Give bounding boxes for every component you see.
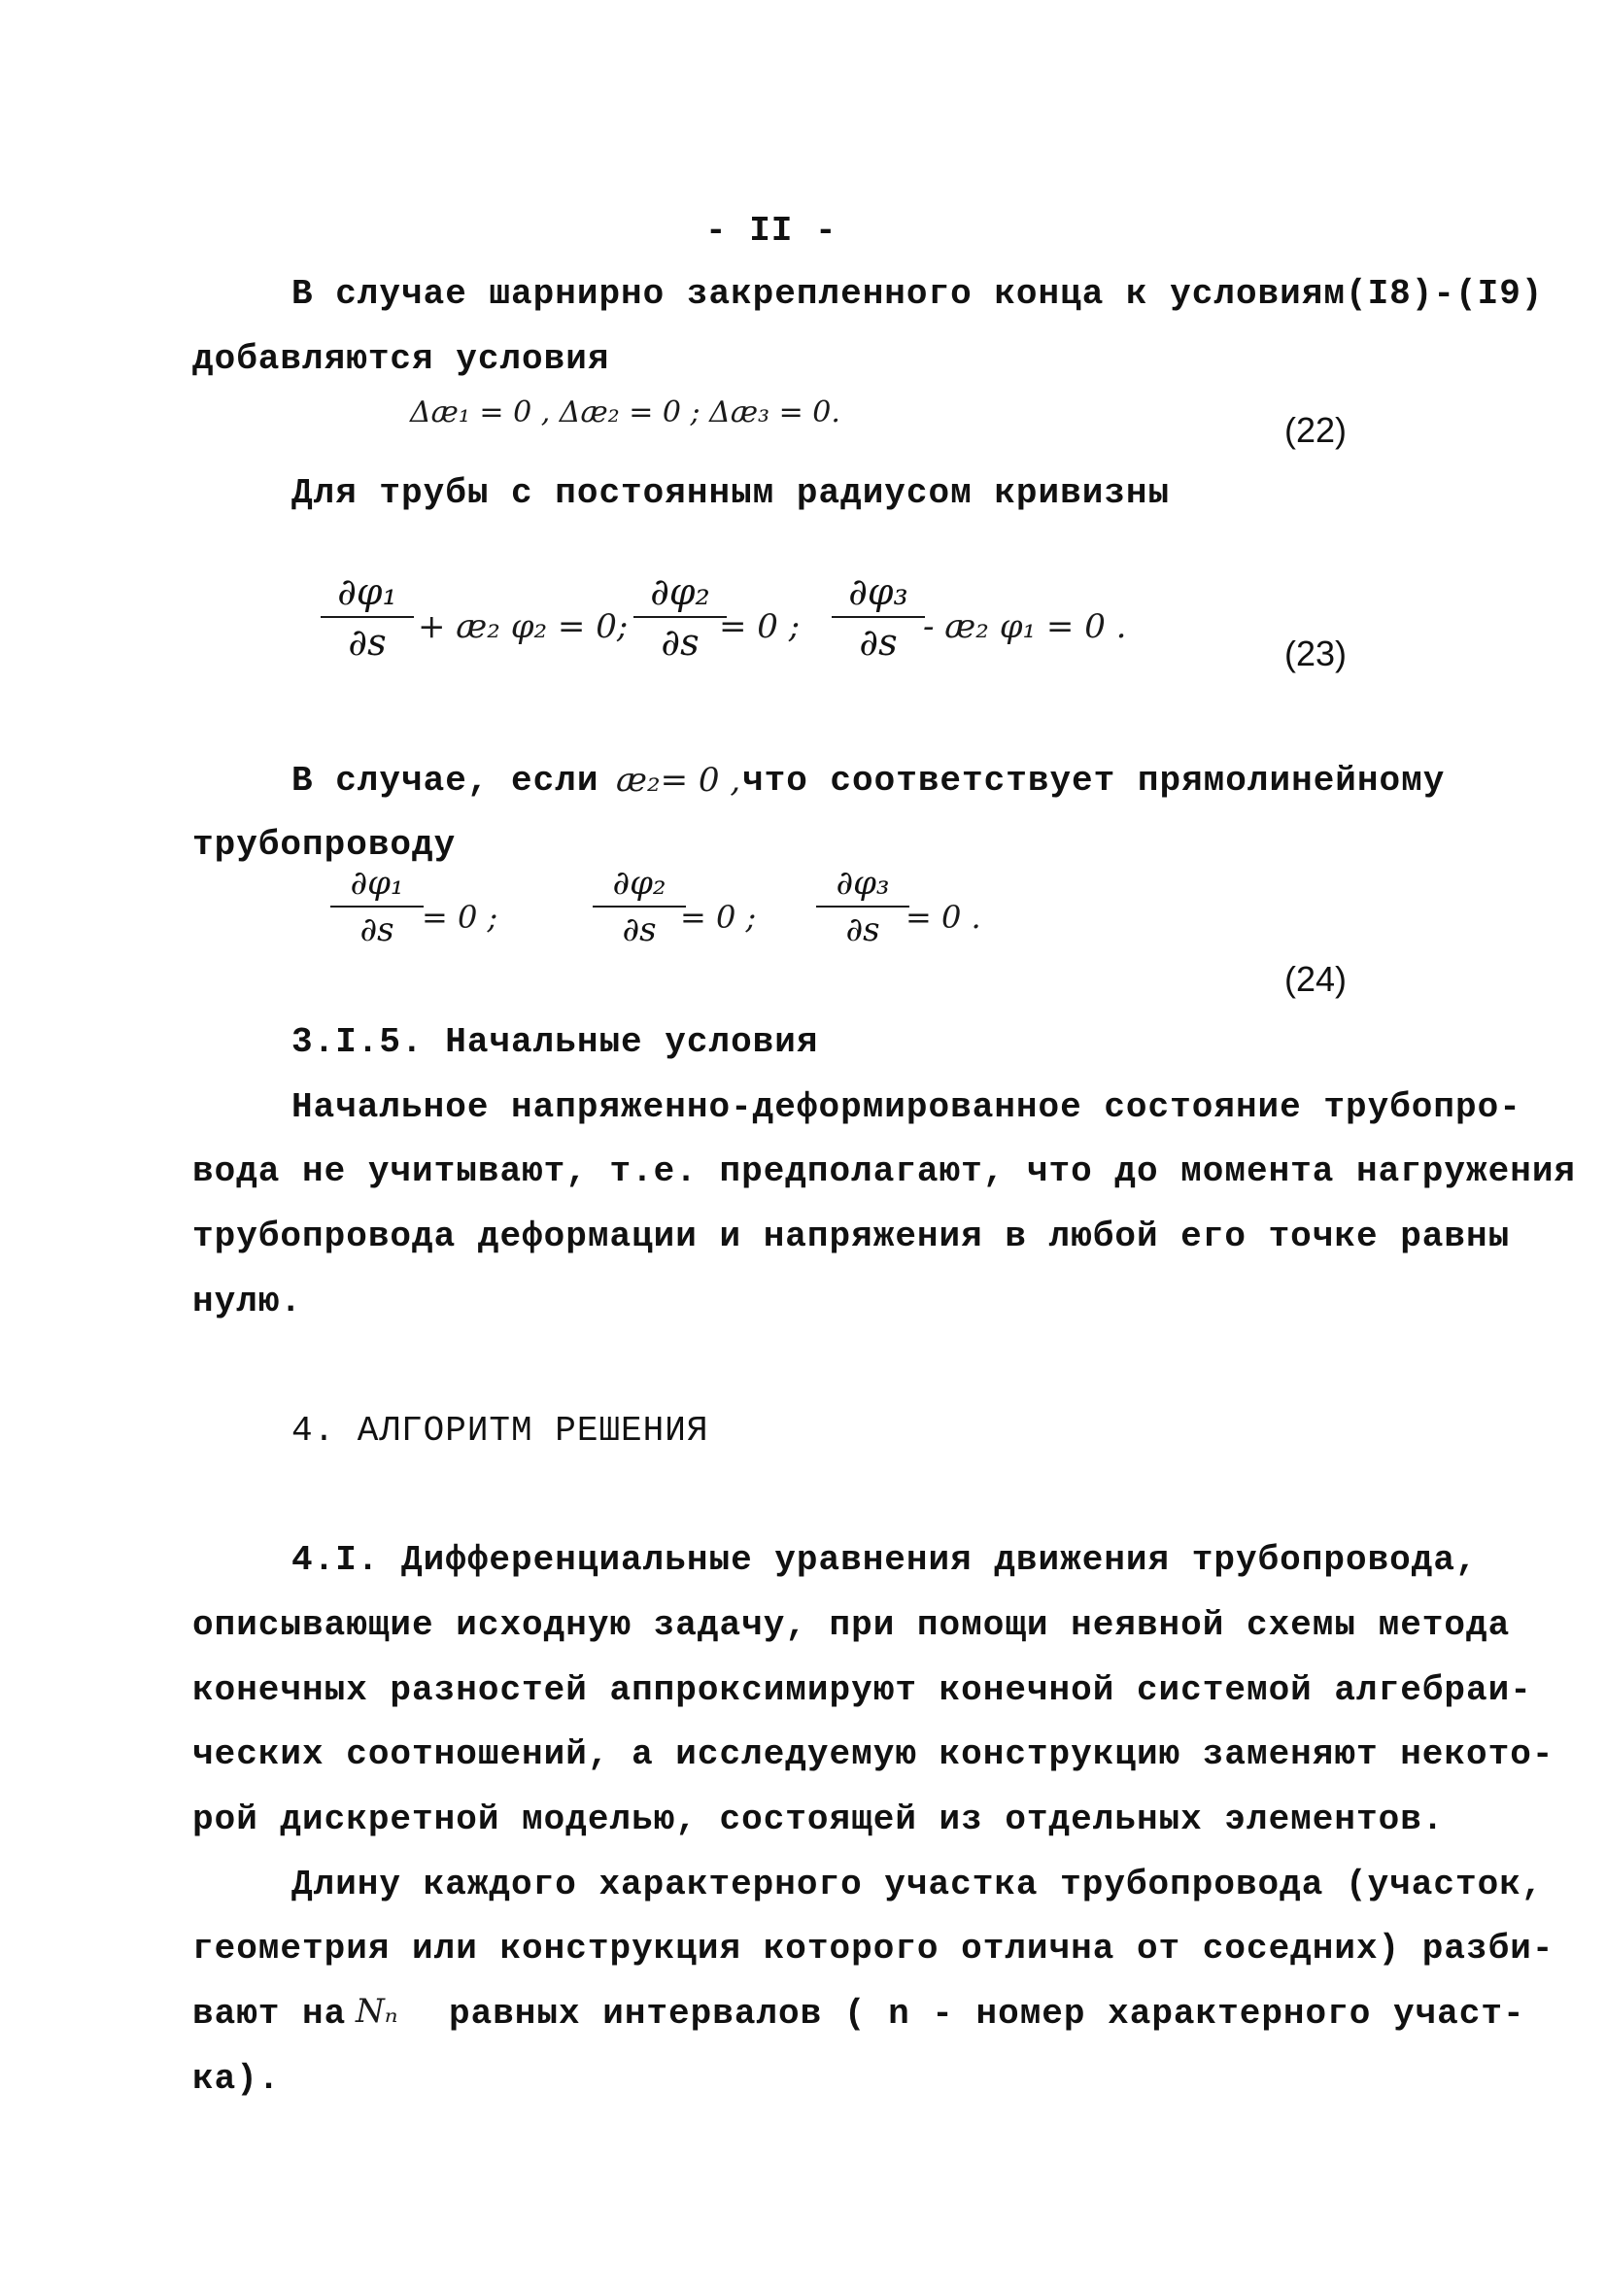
paragraph-segment-line-2: геометрия или конструкция которого отлична от соседних) разби- — [192, 1929, 1555, 1969]
fraction-dphi1-ds: ∂φ₁ ∂s — [321, 573, 414, 661]
inline-formula-ae2-zero: æ₂= 0 , — [616, 761, 741, 800]
paragraph-algorithm-line-2: описывающие исходную задачу, при помощи неявной схемы метода — [192, 1605, 1511, 1645]
equation-24-term-1: = 0 ; — [422, 899, 498, 936]
fraction-dphi3-ds: ∂φ₃ ∂s — [832, 573, 925, 661]
paragraph-straight-line-2: трубопроводу — [192, 825, 457, 865]
equation-number-23: (23) — [1284, 634, 1348, 673]
equation-24-term-3: = 0 . — [906, 899, 981, 936]
paragraph-algorithm-line-5: рой дискретной моделью, состоящей из отдельных элементов. — [192, 1799, 1445, 1839]
paragraph-segment-line-3b: равных интервалов ( n - номер характерного участ- — [449, 1994, 1525, 2034]
fraction-dphi1-ds-24: ∂φ₁ ∂s — [330, 867, 424, 946]
equation-23-term-3: - æ₂ φ₁ = 0 . — [923, 607, 1127, 646]
section-heading-4: 4. АЛГОРИТМ РЕШЕНИЯ — [291, 1411, 709, 1451]
paragraph-segment-line-4: ка). — [192, 2059, 281, 2099]
inline-formula-n-n: Nₙ — [356, 1992, 398, 2031]
paragraph-algorithm-line-1: 4.I. Дифференциальные уравнения движения трубопровода, — [291, 1540, 1478, 1580]
paragraph-straight-line-1b: что соответствует прямолинейному — [742, 761, 1446, 801]
fraction-dphi2-ds: ∂φ₂ ∂s — [633, 573, 727, 661]
equation-22: Δæ₁ = 0 , Δæ₂ = 0 ; Δæ₃ = 0. — [410, 395, 840, 429]
equation-number-22: (22) — [1284, 410, 1348, 450]
equation-number-24: (24) — [1284, 959, 1348, 999]
paragraph-segment-line-3a: вают на — [192, 1994, 347, 2034]
paragraph-constant-radius: Для трубы с постоянным радиусом кривизны — [291, 473, 1171, 513]
paragraph-hinged-end-line-1: В случае шарнирно закрепленного конца к условиям(I8)-(I9) — [291, 274, 1544, 314]
paragraph-initial-state-line-4: нулю. — [192, 1282, 303, 1321]
paragraph-initial-state-line-1: Начальное напряженно-деформированное состояние трубопро- — [291, 1087, 1521, 1127]
equation-23-term-1: + æ₂ φ₂ = 0; — [418, 607, 629, 646]
section-heading-3-1-5: 3.I.5. Начальные условия — [291, 1022, 819, 1062]
paragraph-straight-line-1a: В случае, если — [291, 761, 599, 801]
fraction-dphi2-ds-24: ∂φ₂ ∂s — [593, 867, 686, 946]
paragraph-hinged-end-line-2: добавляются условия — [192, 339, 610, 379]
paragraph-segment-line-1: Длину каждого характерного участка трубопровода (участок, — [291, 1865, 1544, 1904]
paragraph-initial-state-line-3: трубопровода деформации и напряжения в любой его точке равны — [192, 1217, 1511, 1256]
equation-24-term-2: = 0 ; — [680, 899, 757, 936]
page-number: - II - — [705, 211, 837, 251]
equation-23-term-2: = 0 ; — [719, 607, 801, 646]
fraction-dphi3-ds-24: ∂φ₃ ∂s — [816, 867, 909, 946]
paragraph-algorithm-line-4: ческих соотношений, а исследуемую конструкцию заменяют некото- — [192, 1734, 1555, 1774]
paragraph-initial-state-line-2: вода не учитывают, т.е. предполагают, что до момента нагружения — [192, 1151, 1577, 1191]
paragraph-algorithm-line-3: конечных разностей аппроксимируют конечной системой алгебраи- — [192, 1670, 1532, 1710]
